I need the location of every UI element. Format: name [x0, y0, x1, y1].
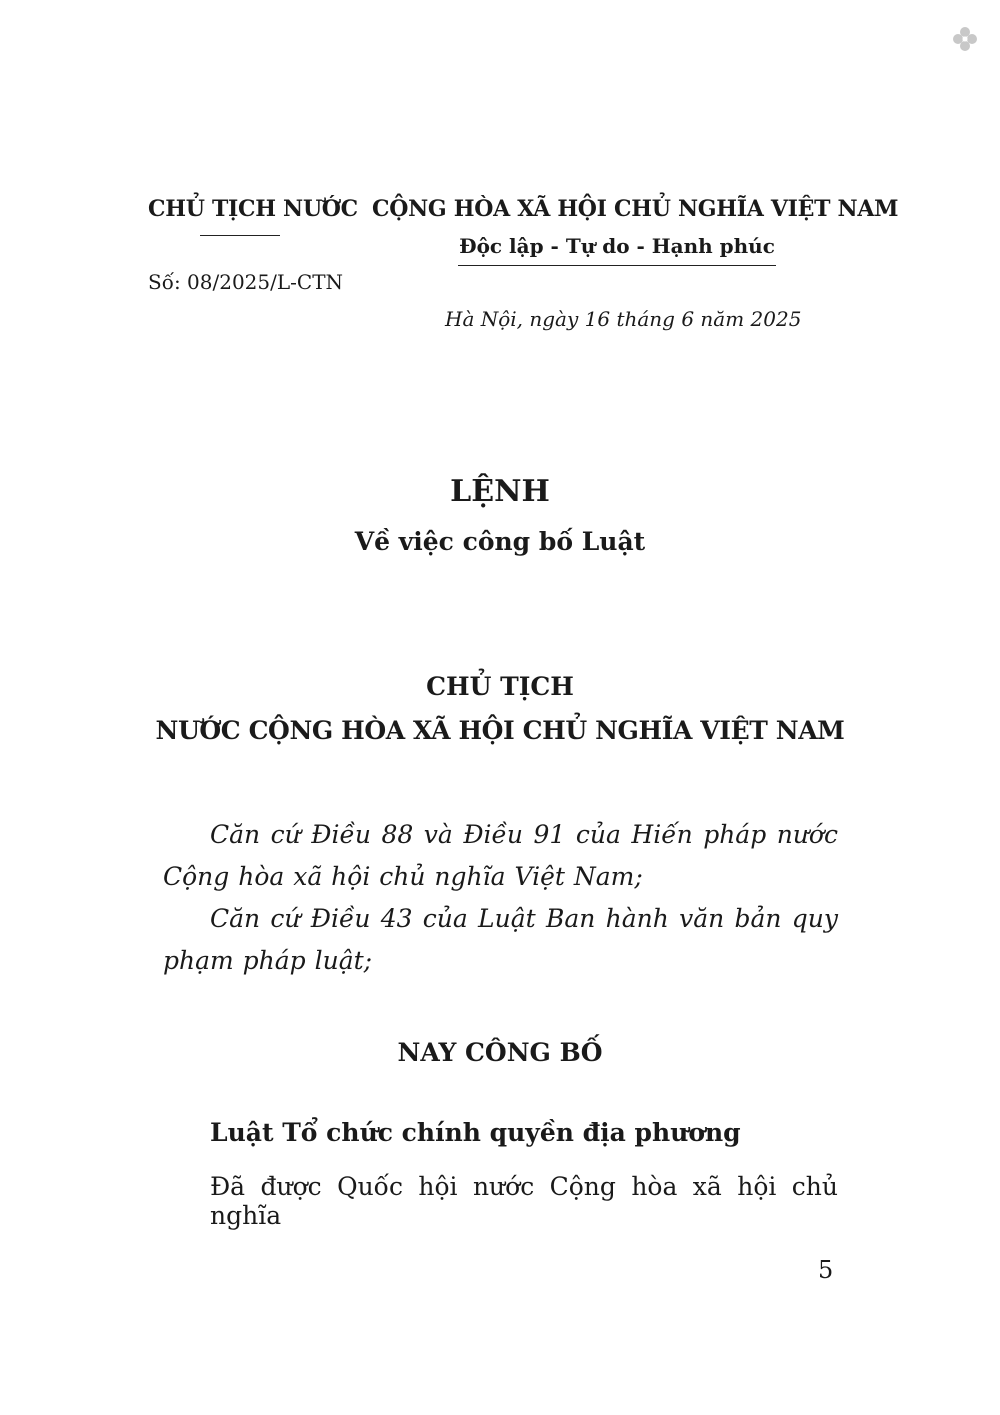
legal-basis-item: Căn cứ Điều 43 của Luật Ban hành văn bản quy phạm pháp luật; [163, 904, 838, 975]
authority-title-line1: CHỦ TỊCH [426, 672, 574, 701]
document-type-title: LỆNH [450, 474, 550, 509]
national-motto: Độc lập - Tự do - Hạnh phúc [459, 234, 775, 258]
passage-statement: Đã được Quốc hội nước Cộng hòa xã hội chủ nghĩa [210, 1172, 838, 1230]
legal-basis [163, 814, 838, 982]
nation-name: CỘNG HÒA XÃ HỘI CHỦ NGHĨA VIỆT NAM [372, 196, 899, 222]
issuer-underline [200, 235, 280, 236]
authority-title-line2: NƯỚC CỘNG HÒA XÃ HỘI CHỦ NGHĨA VIỆT NAM [155, 716, 845, 745]
flower-watermark-icon [950, 24, 980, 54]
law-title: Luật Tổ chức chính quyền địa phương [210, 1118, 741, 1147]
page-number: 5 [818, 1256, 834, 1284]
document-number: Số: 08/2025/L-CTN [148, 270, 344, 294]
legal-basis-item: Căn cứ Điều 88 và Điều 91 của Hiến pháp nước Cộng hòa xã hội chủ nghĩa Việt Nam; [163, 820, 838, 891]
place-and-date: Hà Nội, ngày 16 tháng 6 năm 2025 [445, 307, 802, 331]
issuer-name: CHỦ TỊCH NƯỚC [148, 196, 358, 222]
motto-underline [458, 265, 776, 266]
document-subject: Về việc công bố Luật [354, 527, 646, 556]
promulgation-heading: NAY CÔNG BỐ [397, 1038, 603, 1067]
